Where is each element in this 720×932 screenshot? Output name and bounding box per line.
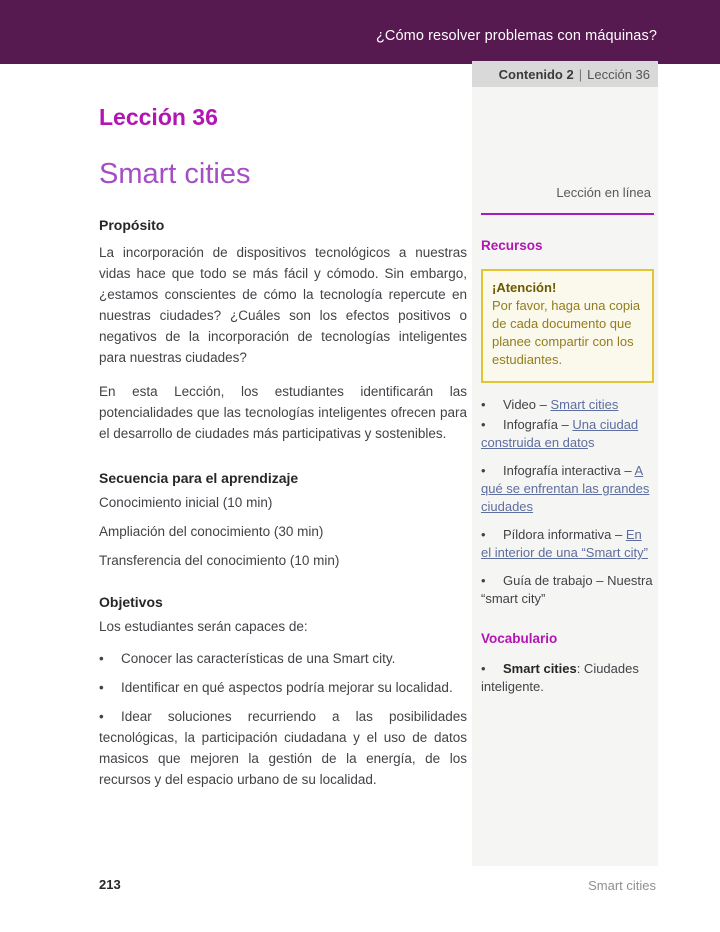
recursos-heading: Recursos <box>481 238 543 253</box>
tab-separator: | <box>578 66 583 82</box>
resource-list <box>481 396 654 608</box>
page-title: Smart cities <box>99 158 251 190</box>
resource-label: Video – <box>503 397 551 412</box>
resource-link[interactable]: Una ciudad construida en dato <box>481 417 639 450</box>
attention-callout <box>481 269 654 383</box>
objective-item: • Identificar en qué aspectos podría mejorar su localidad. <box>99 677 467 698</box>
proposito-heading: Propósito <box>99 217 165 233</box>
resource-label: Píldora informativa – <box>503 527 626 542</box>
vocab-term: Smart cities <box>503 661 577 676</box>
vocab-list <box>481 660 654 696</box>
paragraph: En esta Lección, los estudiantes identificarán las potencialidades que las tecnologías inteligentes ofrecen para el desarrollo de ciudades más participativas y sostenibles. <box>99 384 467 441</box>
sequence-item: Transferencia del conocimiento (10 min) <box>99 553 340 568</box>
lesson-number-heading: Lección 36 <box>99 104 218 130</box>
objetivos-heading: Objetivos <box>99 594 163 610</box>
sequence-item: Ampliación del conocimiento (30 min) <box>99 524 324 539</box>
main-column <box>99 96 467 798</box>
secuencia-list <box>99 495 467 568</box>
resource-link[interactable]: Smart cities <box>550 397 619 412</box>
tab-content-label: Contenido 2 <box>498 66 574 82</box>
bullet-icon: • <box>481 463 486 478</box>
resource-link[interactable]: En el interior de una “Smart city” <box>481 527 648 560</box>
content-lesson-tab <box>472 61 658 87</box>
tab-lesson-label: Lección 36 <box>587 66 650 82</box>
lesson-mode-label: Lección en línea <box>556 185 651 200</box>
secuencia-heading: Secuencia para el aprendizaje <box>99 470 299 486</box>
resource-item <box>481 462 654 516</box>
resource-label: Infografía interactiva – <box>503 463 635 478</box>
attention-body: Por favor, haga una copia de cada documento que planee compartir con los estudiantes. <box>492 298 641 367</box>
header-title: ¿Cómo resolver problemas con máquinas? <box>375 28 657 44</box>
resource-item <box>481 572 654 608</box>
bullet-icon: • <box>481 417 486 432</box>
proposito-paragraphs <box>99 242 467 444</box>
objetivos-list <box>99 648 467 790</box>
attention-title: ¡Atención! <box>492 280 557 295</box>
resource-label: Infografía – <box>503 417 573 432</box>
bullet-icon: • <box>481 527 486 542</box>
bullet-icon: • <box>99 680 104 695</box>
page-number: 213 <box>99 877 121 892</box>
resource-item <box>481 526 654 562</box>
resource-label: Guía de trabajo – Nuestra “smart city” <box>481 573 653 606</box>
footer-chapter-label: Smart cities <box>588 878 656 893</box>
objetivos-intro: Los estudiantes serán capaces de: <box>99 619 308 634</box>
bullet-icon: • <box>481 397 486 412</box>
bullet-icon: • <box>99 651 104 666</box>
bullet-icon: • <box>481 661 486 676</box>
bullet-icon: • <box>481 573 486 588</box>
paragraph: La incorporación de dispositivos tecnológicos a nuestras vidas hace que todo se más fácil y cómodo. Sin embargo, ¿estamos conscientes de cómo la tecnología repercute en nuestras ciudades? ¿Cuáles son los efectos positivos o negativos de la incorporación de tecnologías inteligentes para nuestras ciudades? <box>99 245 467 365</box>
vocab-item: • Smart cities: Ciudades inteligente. <box>481 661 639 694</box>
sequence-item: Conocimiento inicial (10 min) <box>99 495 273 510</box>
resource-item <box>481 416 654 452</box>
sidebar <box>472 87 658 866</box>
resource-item <box>481 396 654 414</box>
vocabulario-heading: Vocabulario <box>481 631 558 646</box>
objective-item: • Idear soluciones recurriendo a las posibilidades tecnológicas, la participación ciudadana y el uso de datos masicos que mejoren la gestión de la energía, de los recursos y del espacio urbano de su localidad. <box>99 706 467 790</box>
objective-item: • Conocer las características de una Smart city. <box>99 648 467 669</box>
resource-link[interactable]: s <box>587 435 595 450</box>
sidebar-divider <box>481 213 654 215</box>
resource-link[interactable]: A qué se enfrentan las grandes ciudades <box>481 463 650 514</box>
bullet-icon: • <box>99 709 104 724</box>
